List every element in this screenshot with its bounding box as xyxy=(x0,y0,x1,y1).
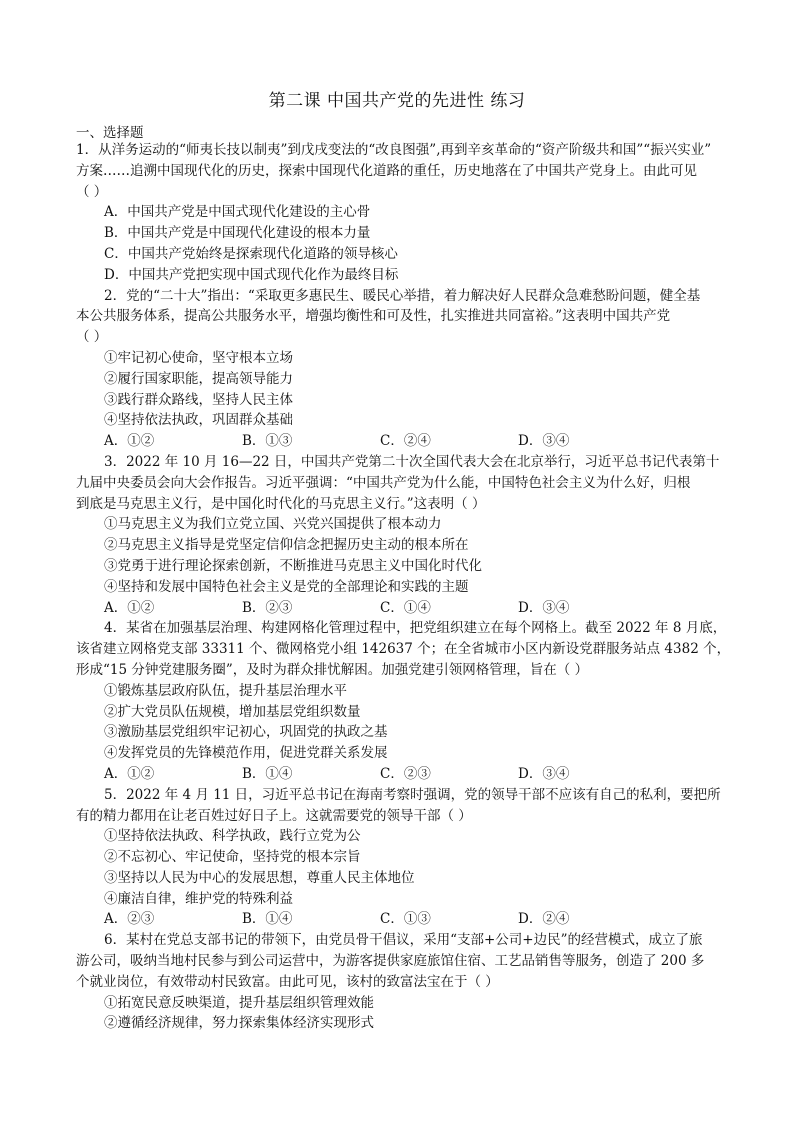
text-line: ②马克思主义指导是党坚定信仰信念把握历史主动的根本所在 xyxy=(104,537,469,554)
answer-option: A．②③ xyxy=(104,911,155,928)
answer-option: C．②③ xyxy=(380,765,431,782)
text-line: ②扩大党员队伍规模，增加基层党组织数量 xyxy=(104,703,361,720)
answer-option: C．①④ xyxy=(380,599,431,616)
text-line: （ ） xyxy=(76,183,108,200)
text-line: 该省建立网格党支部 33311 个、微网格党小组 142637 个；在全省城市小区内新设党群服务站点 4382 个， xyxy=(76,641,730,658)
answer-options-row xyxy=(76,909,730,930)
text-line: C．中国共产党始终是探索现代化道路的领导核心 xyxy=(104,245,398,262)
answer-option: D．②④ xyxy=(518,911,570,928)
answer-option: C．①③ xyxy=(380,911,431,928)
text-line: 九届中央委员会向大会作报告。习近平强调：“中国共产党为什么能，中国特色社会主义为什么好，归根 xyxy=(76,474,691,491)
answer-option: C．②④ xyxy=(380,433,431,450)
answer-option: B．①④ xyxy=(242,765,293,782)
answer-option: D．③④ xyxy=(518,433,570,450)
document-body xyxy=(76,140,730,1034)
answer-options-row xyxy=(76,431,730,452)
text-line: 形成“15 分钟党建服务圈”，及时为群众排忧解困。加强党建引领网格管理，旨在（ ） xyxy=(76,661,589,678)
answer-options-row xyxy=(76,764,730,785)
text-line: A．中国共产党是中国式现代化建设的主心骨 xyxy=(104,204,371,221)
answer-option: B．②③ xyxy=(242,599,293,616)
text-line: D．中国共产党把实现中国式现代化作为最终目标 xyxy=(104,266,399,283)
answer-option: A．①② xyxy=(104,765,155,782)
section-heading: 一、选择题 xyxy=(76,125,144,141)
text-line: ①锻炼基层政府队伍，提升基层治理水平 xyxy=(104,682,347,699)
text-line: ②遵循经济规律，努力探索集体经济实现形式 xyxy=(104,1015,374,1032)
text-line: 2．党的“二十大”指出：“采取更多惠民生、暖民心举措，着力解决好人民群众急难愁盼问题，健全基 xyxy=(104,287,701,304)
text-line: ②不忘初心、牢记使命，坚持党的根本宗旨 xyxy=(104,849,361,866)
text-line: ③坚持以人民为中心的发展思想，尊重人民主体地位 xyxy=(104,869,415,886)
answer-option: D．③④ xyxy=(518,599,570,616)
text-line: 本公共服务体系，提高公共服务水平，增强均衡性和可及性，扎实推进共同富裕。”这表明中国共产党 xyxy=(76,308,671,325)
text-line: ④廉洁自律，维护党的特殊利益 xyxy=(104,890,293,907)
text-line: 6．某村在党总支部书记的带领下，由党员骨干倡议，采用“支部+公司+边民”的经营模式，成立了旅 xyxy=(104,932,703,949)
text-line: 1．从洋务运动的“师夷长技以制夷”到戊戌变法的“改良图强”,再到辛亥革命的“资产阶级共和国”“振兴实业” xyxy=(76,142,712,158)
text-line: ③党勇于进行理论探索创新，不断推进马克思主义中国化时代化 xyxy=(104,557,482,574)
text-line: 4．某省在加强基层治理、构建网格化管理过程中，把党组织建立在每个网格上。截至 2022 年 8 月底， xyxy=(104,620,727,637)
text-line: 到底是马克思主义行，是中国化时代化的马克思主义行。”这表明（ ） xyxy=(76,495,486,512)
answer-option: A．①② xyxy=(104,433,155,450)
text-line: ④发挥党员的先锋模范作用，促进党群关系发展 xyxy=(104,745,388,762)
answer-option: A．①② xyxy=(104,599,155,616)
answer-options-row xyxy=(76,598,730,619)
text-line: ①牢记初心使命，坚守根本立场 xyxy=(104,349,293,366)
text-line: ①拓宽民意反映渠道，提升基层组织管理效能 xyxy=(104,994,374,1011)
text-line: 有的精力都用在让老百姓过好日子上。这就需要党的领导干部（ ） xyxy=(76,807,472,824)
text-line: ①坚持依法执政、科学执政，践行立党为公 xyxy=(104,828,361,845)
text-line: ④坚持依法执政，巩固群众基础 xyxy=(104,412,293,429)
text-line: （ ） xyxy=(76,329,108,346)
text-line: 3．2022 年 10 月 16—22 日，中国共产党第二十次全国代表大会在北京举行，习近平总书记代表第十 xyxy=(104,453,720,470)
text-line: ②履行国家职能，提高领导能力 xyxy=(104,370,293,387)
text-line: ③践行群众路线，坚持人民主体 xyxy=(104,391,293,408)
text-line: 5．2022 年 4 月 11 日，习近平总书记在海南考察时强调，党的领导干部不应该有自己的私利，要把所 xyxy=(104,786,721,803)
text-line: ③激励基层党组织牢记初心，巩固党的执政之基 xyxy=(104,724,388,741)
text-line: ④坚持和发展中国特色社会主义是党的全部理论和实践的主题 xyxy=(104,578,469,595)
text-line: ①马克思主义为我们立党立国、兴党兴国提供了根本动力 xyxy=(104,516,442,533)
text-line: 方案……追溯中国现代化的历史，探索中国现代化道路的重任，历史地落在了中国共产党身上。由此可见 xyxy=(76,162,697,179)
text-line: B．中国共产党是中国现代化建设的根本力量 xyxy=(104,225,371,242)
text-line: 个就业岗位，有效带动村民致富。由此可见，该村的致富法宝在于（ ） xyxy=(76,973,499,990)
text-line: 游公司，吸纳当地村民参与到公司运营中，为游客提供家庭旅馆住宿、工艺品销售等服务，创造了 200 多 xyxy=(76,953,705,970)
answer-option: B．①④ xyxy=(242,911,293,928)
answer-option: B．①③ xyxy=(242,433,293,450)
answer-option: D．③④ xyxy=(518,765,570,782)
document-title: 第二课 中国共产党的先进性 练习 xyxy=(268,91,526,111)
